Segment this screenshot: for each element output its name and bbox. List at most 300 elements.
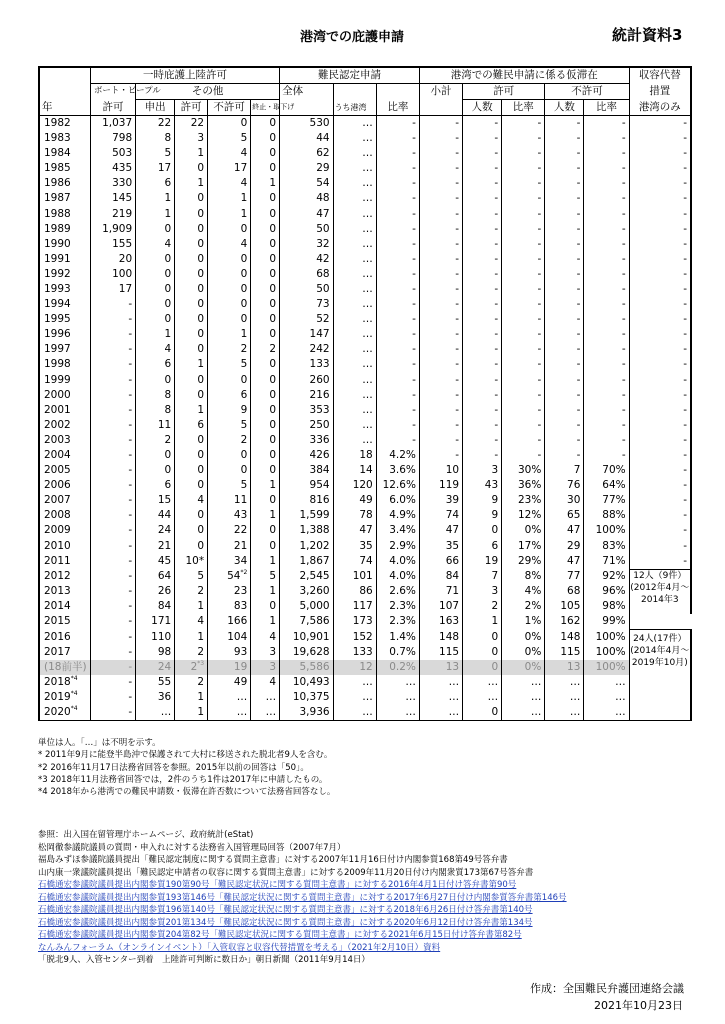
year-cell: 1991 — [39, 252, 90, 267]
permit-ratio-cell: 0% — [502, 645, 545, 660]
header-subtotal: 小計 — [419, 84, 462, 100]
nonpermit-ratio-cell: - — [584, 418, 629, 433]
permit-persons-cell: - — [463, 252, 502, 267]
ratio-cell: - — [376, 161, 419, 176]
nonpermit-ratio-cell: - — [584, 176, 629, 191]
statistics-table — [38, 66, 692, 721]
table-body — [39, 116, 691, 721]
permit-persons-cell: 9 — [463, 508, 502, 523]
nonpermit-ratio-cell: - — [584, 373, 629, 388]
termination-cell: 0 — [251, 206, 280, 221]
ratio-cell: 2.3% — [376, 599, 419, 614]
boat-people-cell: - — [90, 463, 135, 478]
ratio-cell: 2.6% — [376, 584, 419, 599]
apply-cell: 2 — [136, 433, 175, 448]
permit-persons-cell: - — [463, 282, 502, 297]
nonpermit-cell: 104 — [208, 630, 251, 645]
total-cell: 68 — [280, 267, 333, 282]
termination-cell: 0 — [251, 116, 280, 132]
alt-measure-cell: - — [629, 403, 691, 418]
port-cell: … — [333, 206, 376, 221]
year-cell: 2019$^{*4}$ — [39, 690, 90, 705]
subtotal-cell: … — [419, 705, 462, 721]
table-row — [39, 599, 691, 614]
permit-cell: 1 — [175, 599, 208, 614]
termination-cell: 4 — [251, 630, 280, 645]
port-cell: 12 — [333, 660, 376, 675]
termination-cell: 4 — [251, 675, 280, 690]
reference-line: 「脱北9人、入管センター到着 上陸許可判断に数日か」朝日新聞（2011年9月14日） — [38, 955, 370, 965]
total-cell: 62 — [280, 146, 333, 161]
permit-ratio-cell: - — [502, 176, 545, 191]
table-row — [39, 237, 691, 252]
alt-measure-cell: - — [629, 161, 691, 176]
table-row — [39, 312, 691, 327]
permit-persons-cell: … — [463, 690, 502, 705]
nonpermit-persons-cell: 13 — [545, 660, 584, 675]
boat-people-cell: - — [90, 342, 135, 357]
permit-persons-cell: - — [463, 222, 502, 237]
port-cell: … — [333, 146, 376, 161]
boat-people-cell: 20 — [90, 252, 135, 267]
total-cell: 1,202 — [280, 539, 333, 554]
port-cell: … — [333, 373, 376, 388]
permit-ratio-cell: - — [502, 312, 545, 327]
apply-cell: … — [136, 705, 175, 721]
apply-cell: 0 — [136, 373, 175, 388]
header-shelter: 一時庇護上陸許可 — [90, 67, 279, 84]
nonpermit-ratio-cell: … — [584, 690, 629, 705]
port-cell: … — [333, 222, 376, 237]
permit-ratio-cell: 0% — [502, 630, 545, 645]
subtotal-cell: - — [419, 433, 462, 448]
nonpermit-ratio-cell: 100% — [584, 660, 629, 675]
apply-cell: 36 — [136, 690, 175, 705]
nonpermit-persons-cell: - — [545, 282, 584, 297]
boat-people-cell: - — [90, 388, 135, 403]
year-cell: 1996 — [39, 327, 90, 342]
year-cell: 2008 — [39, 508, 90, 523]
apply-cell: 171 — [136, 614, 175, 629]
subtotal-cell: - — [419, 312, 462, 327]
subtotal-cell: 74 — [419, 508, 462, 523]
subtotal-cell: 119 — [419, 478, 462, 493]
nonpermit-cell: … — [208, 690, 251, 705]
permit-cell: 0 — [175, 161, 208, 176]
nonpermit-cell: 6 — [208, 388, 251, 403]
apply-cell: 6 — [136, 176, 175, 191]
termination-cell: 0 — [251, 373, 280, 388]
permit-ratio-cell: - — [502, 222, 545, 237]
header-alt: 収容代替 — [629, 67, 691, 84]
year-cell: 2000 — [39, 388, 90, 403]
boat-people-cell: - — [90, 312, 135, 327]
alt-measure-note-1: 12人（9件）(2012年4月～2014年3 — [629, 569, 691, 614]
termination-cell: 0 — [251, 146, 280, 161]
total-cell: 5,586 — [280, 660, 333, 675]
alt-measure-cell: - — [629, 523, 691, 538]
termination-cell: 0 — [251, 327, 280, 342]
permit-ratio-cell: - — [502, 342, 545, 357]
boat-people-cell: - — [90, 569, 135, 584]
termination-cell: 0 — [251, 222, 280, 237]
permit-persons-cell: - — [463, 433, 502, 448]
permit-ratio-cell: - — [502, 388, 545, 403]
table-row — [39, 206, 691, 221]
ratio-cell: 4.9% — [376, 508, 419, 523]
boat-people-cell: 330 — [90, 176, 135, 191]
permit-ratio-cell: - — [502, 448, 545, 463]
alt-measure-cell: - — [629, 267, 691, 282]
nonpermit-cell: 4 — [208, 176, 251, 191]
ratio-cell: 3.4% — [376, 523, 419, 538]
nonpermit-cell: 22 — [208, 523, 251, 538]
table-row — [39, 282, 691, 297]
nonpermit-ratio-cell: - — [584, 222, 629, 237]
boat-people-cell: - — [90, 493, 135, 508]
termination-cell: … — [251, 705, 280, 721]
permit-cell: 1 — [175, 357, 208, 372]
permit-cell: 0 — [175, 237, 208, 252]
ratio-cell: - — [376, 342, 419, 357]
total-cell: 47 — [280, 206, 333, 221]
year-cell: 2017 — [39, 645, 90, 660]
header-nonpermit-persons: 人数 — [545, 100, 584, 116]
year-cell: 2013 — [39, 584, 90, 599]
reference-link[interactable]: 石橋通宏参議院議員提出内閣参質190第90号「難民認定状況に関する質問主意書」に対する2016年4月1日付け答弁書第90号 — [38, 880, 517, 890]
subtotal-cell: - — [419, 252, 462, 267]
termination-cell: 0 — [251, 161, 280, 176]
nonpermit-persons-cell: - — [545, 176, 584, 191]
permit-cell: 22 — [175, 116, 208, 132]
permit-persons-cell: 0 — [463, 705, 502, 721]
subtotal-cell: - — [419, 403, 462, 418]
boat-people-cell: - — [90, 690, 135, 705]
table-row — [39, 252, 691, 267]
apply-cell: 8 — [136, 403, 175, 418]
year-cell: 2004 — [39, 448, 90, 463]
apply-cell: 0 — [136, 297, 175, 312]
nonpermit-persons-cell: - — [545, 267, 584, 282]
total-cell: 29 — [280, 161, 333, 176]
nonpermit-ratio-cell: - — [584, 433, 629, 448]
subtotal-cell: - — [419, 146, 462, 161]
boat-people-cell: - — [90, 599, 135, 614]
port-cell: … — [333, 191, 376, 206]
port-cell: … — [333, 433, 376, 448]
nonpermit-cell: 19 — [208, 660, 251, 675]
ratio-cell: 2.9% — [376, 539, 419, 554]
ratio-cell: 0.2% — [376, 660, 419, 675]
nonpermit-cell: 4 — [208, 237, 251, 252]
permit-cell: 1 — [175, 630, 208, 645]
alt-measure-cell: - — [629, 373, 691, 388]
reference-link[interactable]: 石橋通宏参議院議員提出内閣参質196第140号「難民認定状況に関する質問主意書」に対する2018年6月26日付け答弁書第140号 — [38, 905, 533, 915]
permit-ratio-cell: 4% — [502, 584, 545, 599]
ratio-cell: - — [376, 237, 419, 252]
ratio-cell: 6.0% — [376, 493, 419, 508]
nonpermit-ratio-cell: - — [584, 191, 629, 206]
nonpermit-cell: 21 — [208, 539, 251, 554]
boat-people-cell: - — [90, 327, 135, 342]
year-cell: 1989 — [39, 222, 90, 237]
table-row — [39, 222, 691, 237]
nonpermit-ratio-cell: 98% — [584, 599, 629, 614]
nonpermit-cell: 9 — [208, 403, 251, 418]
nonpermit-persons-cell: - — [545, 146, 584, 161]
termination-cell: 1 — [251, 554, 280, 570]
port-cell: … — [333, 131, 376, 146]
nonpermit-cell: 0 — [208, 222, 251, 237]
boat-people-cell: 155 — [90, 237, 135, 252]
nonpermit-ratio-cell: 64% — [584, 478, 629, 493]
permit-cell: 2 — [175, 675, 208, 690]
year-cell: 1986 — [39, 176, 90, 191]
nonpermit-persons-cell: - — [545, 206, 584, 221]
table-row — [39, 478, 691, 493]
boat-people-cell: 1,909 — [90, 222, 135, 237]
table-row — [39, 418, 691, 433]
footnote-line: 単位は人。「…」は不明を示す。 — [38, 738, 161, 748]
termination-cell: 1 — [251, 176, 280, 191]
port-cell: … — [333, 690, 376, 705]
nonpermit-ratio-cell: - — [584, 312, 629, 327]
nonpermit-persons-cell: 76 — [545, 478, 584, 493]
termination-cell: 0 — [251, 433, 280, 448]
boat-people-cell: 100 — [90, 267, 135, 282]
termination-cell: 1 — [251, 478, 280, 493]
page-title: 港湾での庇護申請 — [300, 30, 405, 45]
nonpermit-ratio-cell: - — [584, 403, 629, 418]
reference-link[interactable]: 石橋通宏参議院議員提出内閣参質201第134号「難民認定状況に関する質問主意書」に対する2020年6月12日付け答弁書第134号 — [38, 917, 533, 928]
permit-persons-cell: - — [463, 388, 502, 403]
apply-cell: 6 — [136, 478, 175, 493]
nonpermit-persons-cell: - — [545, 373, 584, 388]
nonpermit-persons-cell: - — [545, 403, 584, 418]
permit-ratio-cell: - — [502, 252, 545, 267]
table-row — [39, 373, 691, 388]
ratio-cell: - — [376, 433, 419, 448]
port-cell: … — [333, 116, 376, 132]
boat-people-cell: - — [90, 630, 135, 645]
permit-ratio-cell: - — [502, 131, 545, 146]
total-cell: 216 — [280, 388, 333, 403]
year-cell: 1998 — [39, 357, 90, 372]
permit-persons-cell: 0 — [463, 660, 502, 675]
apply-cell: 8 — [136, 131, 175, 146]
termination-cell: 1 — [251, 614, 280, 629]
boat-people-cell: - — [90, 357, 135, 372]
permit-cell: 2 — [175, 645, 208, 660]
port-cell: 117 — [333, 599, 376, 614]
subtotal-cell: - — [419, 116, 462, 132]
alt-measure-cell: - — [629, 388, 691, 403]
ratio-cell: - — [376, 252, 419, 267]
table-row — [39, 630, 691, 645]
year-cell: 2001 — [39, 403, 90, 418]
port-cell: 47 — [333, 523, 376, 538]
author: 作成：全国難民弁護団連絡会議 — [530, 982, 684, 995]
year-cell: 2020$^{*4}$ — [39, 705, 90, 721]
ratio-cell: 12.6% — [376, 478, 419, 493]
year-cell: 2007 — [39, 493, 90, 508]
nonpermit-cell: 1 — [208, 327, 251, 342]
ratio-cell: - — [376, 418, 419, 433]
nonpermit-ratio-cell: 71% — [584, 554, 629, 570]
nonpermit-persons-cell: 30 — [545, 493, 584, 508]
permit-ratio-cell: 12% — [502, 508, 545, 523]
apply-cell: 17 — [136, 161, 175, 176]
total-cell: 50 — [280, 222, 333, 237]
reference-link[interactable]: 石橋通宏参議院議員提出内閣参質193第146号「難民認定状況に関する質問主意書」に対する2017年6月27日付け内閣参質答弁書第146号 — [38, 892, 567, 903]
boat-people-cell: - — [90, 478, 135, 493]
alt-measure-cell: - — [629, 222, 691, 237]
termination-cell: 0 — [251, 237, 280, 252]
apply-cell: 98 — [136, 645, 175, 660]
nonpermit-persons-cell: 47 — [545, 554, 584, 570]
boat-people-cell: - — [90, 403, 135, 418]
nonpermit-cell: 5 — [208, 131, 251, 146]
termination-cell: 0 — [251, 282, 280, 297]
header-port-only: 港湾のみ — [629, 100, 691, 116]
alt-measure-cell: - — [629, 357, 691, 372]
port-cell: … — [333, 342, 376, 357]
year-cell: 1993 — [39, 282, 90, 297]
ratio-cell: 0.7% — [376, 645, 419, 660]
permit-persons-cell: - — [463, 191, 502, 206]
year-cell: 1990 — [39, 237, 90, 252]
total-cell: 44 — [280, 131, 333, 146]
year-cell: 2018$^{*4}$ — [39, 675, 90, 690]
total-cell: 73 — [280, 297, 333, 312]
apply-cell: 45 — [136, 554, 175, 570]
ratio-cell: … — [376, 705, 419, 721]
table-row — [39, 660, 691, 675]
permit-persons-cell: - — [463, 146, 502, 161]
nonpermit-cell: 17 — [208, 161, 251, 176]
nonpermit-persons-cell: 7 — [545, 463, 584, 478]
permit-cell: 0 — [175, 478, 208, 493]
nonpermit-ratio-cell: - — [584, 282, 629, 297]
header-ratio: 比率 — [376, 100, 419, 116]
footnote-line: * 2011年9月に能登半島沖で保護されて大村に移送された脱北者9人を含む。 — [38, 750, 333, 761]
year-cell: 2014 — [39, 599, 90, 614]
year-cell: 1997 — [39, 342, 90, 357]
port-cell: … — [333, 418, 376, 433]
subtotal-cell: - — [419, 327, 462, 342]
nonpermit-cell: 4 — [208, 146, 251, 161]
table-row — [39, 493, 691, 508]
permit-persons-cell: - — [463, 403, 502, 418]
permit-cell: 1 — [175, 403, 208, 418]
ratio-cell: - — [376, 403, 419, 418]
permit-persons-cell: - — [463, 297, 502, 312]
ratio-cell: 2.3% — [376, 614, 419, 629]
port-cell: 78 — [333, 508, 376, 523]
nonpermit-ratio-cell: - — [584, 297, 629, 312]
nonpermit-persons-cell: 162 — [545, 614, 584, 629]
footnotes — [38, 737, 335, 798]
apply-cell: 24 — [136, 660, 175, 675]
nonpermit-cell: 0 — [208, 448, 251, 463]
nonpermit-ratio-cell: 88% — [584, 508, 629, 523]
apply-cell: 0 — [136, 312, 175, 327]
reference-line: 山内康一衆議院議員提出「難民認定申請者の収容に関する質問主意書」に対する2009年11月20日付け内閣衆質173第67号答弁書 — [38, 867, 534, 878]
subtotal-cell: 13 — [419, 660, 462, 675]
apply-cell: 8 — [136, 388, 175, 403]
total-cell: 10,493 — [280, 675, 333, 690]
total-cell: 19,628 — [280, 645, 333, 660]
total-cell: 530 — [280, 116, 333, 132]
table-row — [39, 705, 691, 721]
apply-cell: 4 — [136, 237, 175, 252]
nonpermit-cell: 49 — [208, 675, 251, 690]
termination-cell: 0 — [251, 357, 280, 372]
year-cell: 1988 — [39, 206, 90, 221]
alt-measure-cell: - — [629, 191, 691, 206]
nonpermit-cell: 5 — [208, 478, 251, 493]
nonpermit-persons-cell: … — [545, 705, 584, 721]
boat-people-cell: - — [90, 554, 135, 570]
year-cell: (18前半) — [39, 660, 90, 675]
permit-persons-cell: 3 — [463, 463, 502, 478]
subtotal-cell: - — [419, 161, 462, 176]
boat-people-cell: - — [90, 373, 135, 388]
port-cell: … — [333, 161, 376, 176]
permit-ratio-cell: - — [502, 206, 545, 221]
subtotal-cell: - — [419, 222, 462, 237]
table-header — [39, 67, 691, 116]
nonpermit-cell: 43 — [208, 508, 251, 523]
nonpermit-cell: 0 — [208, 373, 251, 388]
nonpermit-ratio-cell: - — [584, 252, 629, 267]
permit-ratio-cell: - — [502, 297, 545, 312]
port-cell: … — [333, 267, 376, 282]
alt-measure-cell: - — [629, 206, 691, 221]
port-cell: … — [333, 403, 376, 418]
permit-ratio-cell: 1% — [502, 614, 545, 629]
apply-cell: 0 — [136, 448, 175, 463]
port-cell: 18 — [333, 448, 376, 463]
reference-link[interactable]: 石橋通宏参議院議員提出内閣参質204第82号「難民認定状況に関する質問主意書」に対する2021年6月15日付け答弁書第82号 — [38, 930, 522, 940]
nonpermit-cell: … — [208, 705, 251, 721]
table-row — [39, 539, 691, 554]
subtotal-cell: - — [419, 206, 462, 221]
boat-people-cell: 503 — [90, 146, 135, 161]
reference-link[interactable]: なんみんフォーラム（オンラインイベント）「入管収容と収容代替措置を考える」（2021年2月10日）資料 — [38, 942, 441, 953]
subtotal-cell: … — [419, 690, 462, 705]
alt-measure-cell: - — [629, 508, 691, 523]
permit-ratio-cell: - — [502, 282, 545, 297]
permit-ratio-cell: - — [502, 403, 545, 418]
subtotal-cell: - — [419, 237, 462, 252]
ratio-cell: - — [376, 357, 419, 372]
nonpermit-ratio-cell: - — [584, 116, 629, 132]
termination-cell: 0 — [251, 539, 280, 554]
ratio-cell: 4.0% — [376, 569, 419, 584]
ratio-cell: - — [376, 388, 419, 403]
total-cell: 242 — [280, 342, 333, 357]
nonpermit-persons-cell: - — [545, 222, 584, 237]
nonpermit-ratio-cell: - — [584, 161, 629, 176]
nonpermit-persons-cell: - — [545, 131, 584, 146]
table-row — [39, 161, 691, 176]
boat-people-cell: - — [90, 448, 135, 463]
termination-cell: 2 — [251, 342, 280, 357]
header-boat-permit: 許可 — [90, 100, 135, 116]
port-cell: 14 — [333, 463, 376, 478]
nonpermit-persons-cell: … — [545, 690, 584, 705]
